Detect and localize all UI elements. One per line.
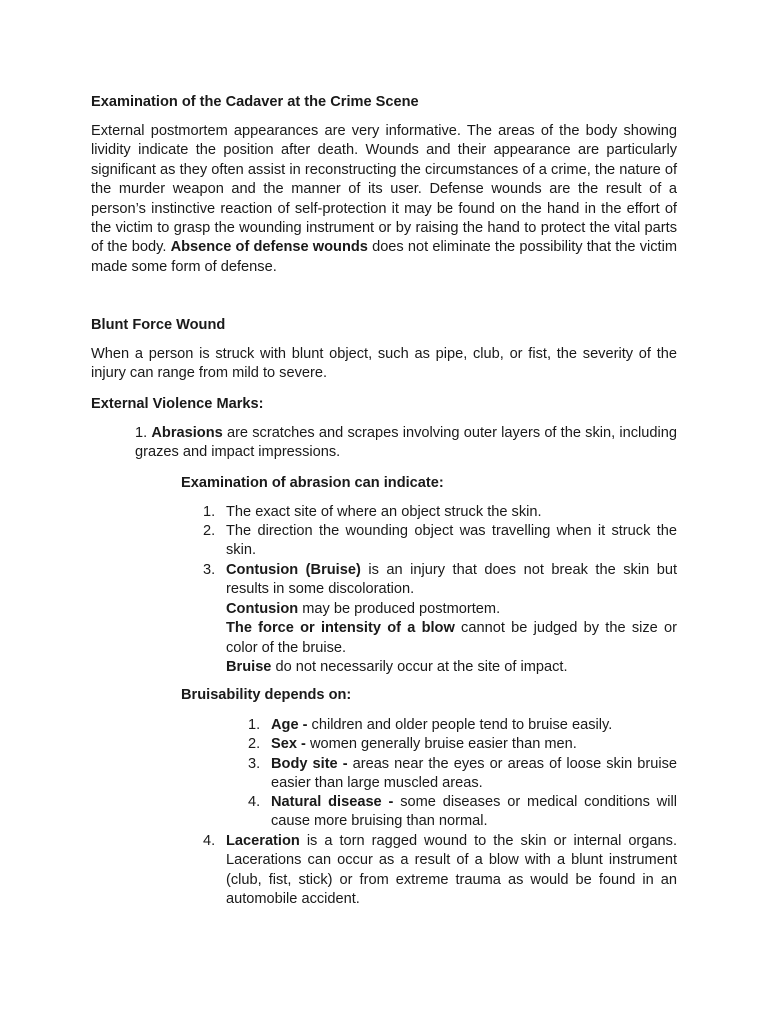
paragraph-blunt-force: When a person is struck with blunt object, such as pipe, club, or fist, the severity of the injury can range from mild to severe. [91, 346, 677, 382]
list-number: 4. [203, 833, 216, 849]
list-item-abrasions [135, 424, 677, 463]
term: Contusion (Bruise) [226, 562, 361, 578]
contusion-note [226, 619, 677, 658]
paragraph-postmortem [91, 122, 677, 277]
definition: may be produced postmortem. [298, 600, 501, 617]
list-number: 1. [203, 504, 216, 520]
list-text [271, 755, 677, 794]
list-item [248, 735, 677, 754]
term: Age - [271, 717, 308, 733]
list-text: The direction the wounding object was travelling when it struck the skin. [226, 523, 677, 559]
list-number: 2. [248, 736, 261, 752]
section-heading-cadaver: Examination of the Cadaver at the Crime Scene [91, 94, 419, 110]
list-number: 1. [248, 717, 261, 733]
list-number: 1. [135, 425, 148, 441]
contusion-note [226, 658, 677, 677]
list-text [271, 735, 677, 754]
section-heading-blunt-force: Blunt Force Wound [91, 317, 226, 333]
list-item-contusion [203, 561, 677, 677]
list-text [271, 793, 677, 832]
term: Contusion [226, 600, 299, 617]
list-text [226, 561, 677, 600]
subheading-bruisability: Bruisability depends on: [181, 687, 352, 703]
definition: are scratches and scrapes involving outer layers of the skin, including grazes and impact impressions. [135, 425, 677, 461]
term: Bruise [226, 659, 272, 676]
definition: cannot be judged by the size or color of the bruise. [226, 620, 678, 656]
contusion-note [226, 600, 677, 619]
list-item [248, 716, 677, 735]
definition: is an injury that does not break the skin but results in some discoloration. [226, 562, 677, 598]
definition: children and older people tend to bruise easily. [307, 717, 613, 733]
definition: some diseases or medical conditions will cause more bruising than normal. [271, 794, 677, 830]
subheading-external-violence: External Violence Marks: [91, 396, 264, 412]
list-number: 4. [248, 794, 261, 810]
definition: do not necessarily occur at the site of impact. [271, 659, 568, 676]
list-item [248, 755, 677, 794]
bold-phrase: Absence of defense wounds [170, 239, 368, 256]
list-text: The exact site of where an object struck the skin. [226, 504, 542, 520]
term: Abrasions [151, 425, 223, 441]
definition: areas near the eyes or areas of loose skin bruise easier than large muscled areas. [271, 756, 677, 792]
list-number: 2. [203, 523, 216, 539]
term: Natural disease - [271, 794, 394, 810]
paragraph-text: External postmortem appearances are very informative. The areas of the body showing lividity indicate the position after death. Wounds and their appearance are particularly significant as they often assist in reconstructing the circumstances of a crime, the nature of the murder weapon and the manner of its user. Defense wounds are the result of a person’s instinctive reaction of self-protection it may be found on the hand in the effort of the victim to grasp the wounding instrument or by raising the hand to protect the vital parts of the body. [91, 123, 677, 256]
term: Body site - [271, 756, 348, 772]
list-text [226, 832, 677, 910]
list-item-laceration [203, 832, 677, 910]
term: Sex - [271, 736, 306, 752]
list-number: 3. [248, 756, 261, 772]
list-text [271, 716, 677, 735]
term: Laceration [226, 833, 300, 849]
definition: women generally bruise easier than men. [305, 736, 577, 752]
list-number: 3. [203, 562, 216, 578]
list-content [226, 561, 677, 677]
subheading-abrasion-indicate: Examination of abrasion can indicate: [181, 475, 444, 491]
list-item [203, 522, 677, 561]
paragraph-text: does not eliminate the possibility that the victim made some form of defense. [91, 239, 677, 275]
definition: is a torn ragged wound to the skin or internal organs. Lacerations can occur as a result of a blow with a blunt instrument (club, fist, stick) or from extreme trauma as would be found in an automobile accident. [226, 833, 677, 908]
list-item [203, 503, 677, 522]
term: The force or intensity of a blow [226, 620, 455, 637]
list-item [248, 793, 677, 832]
